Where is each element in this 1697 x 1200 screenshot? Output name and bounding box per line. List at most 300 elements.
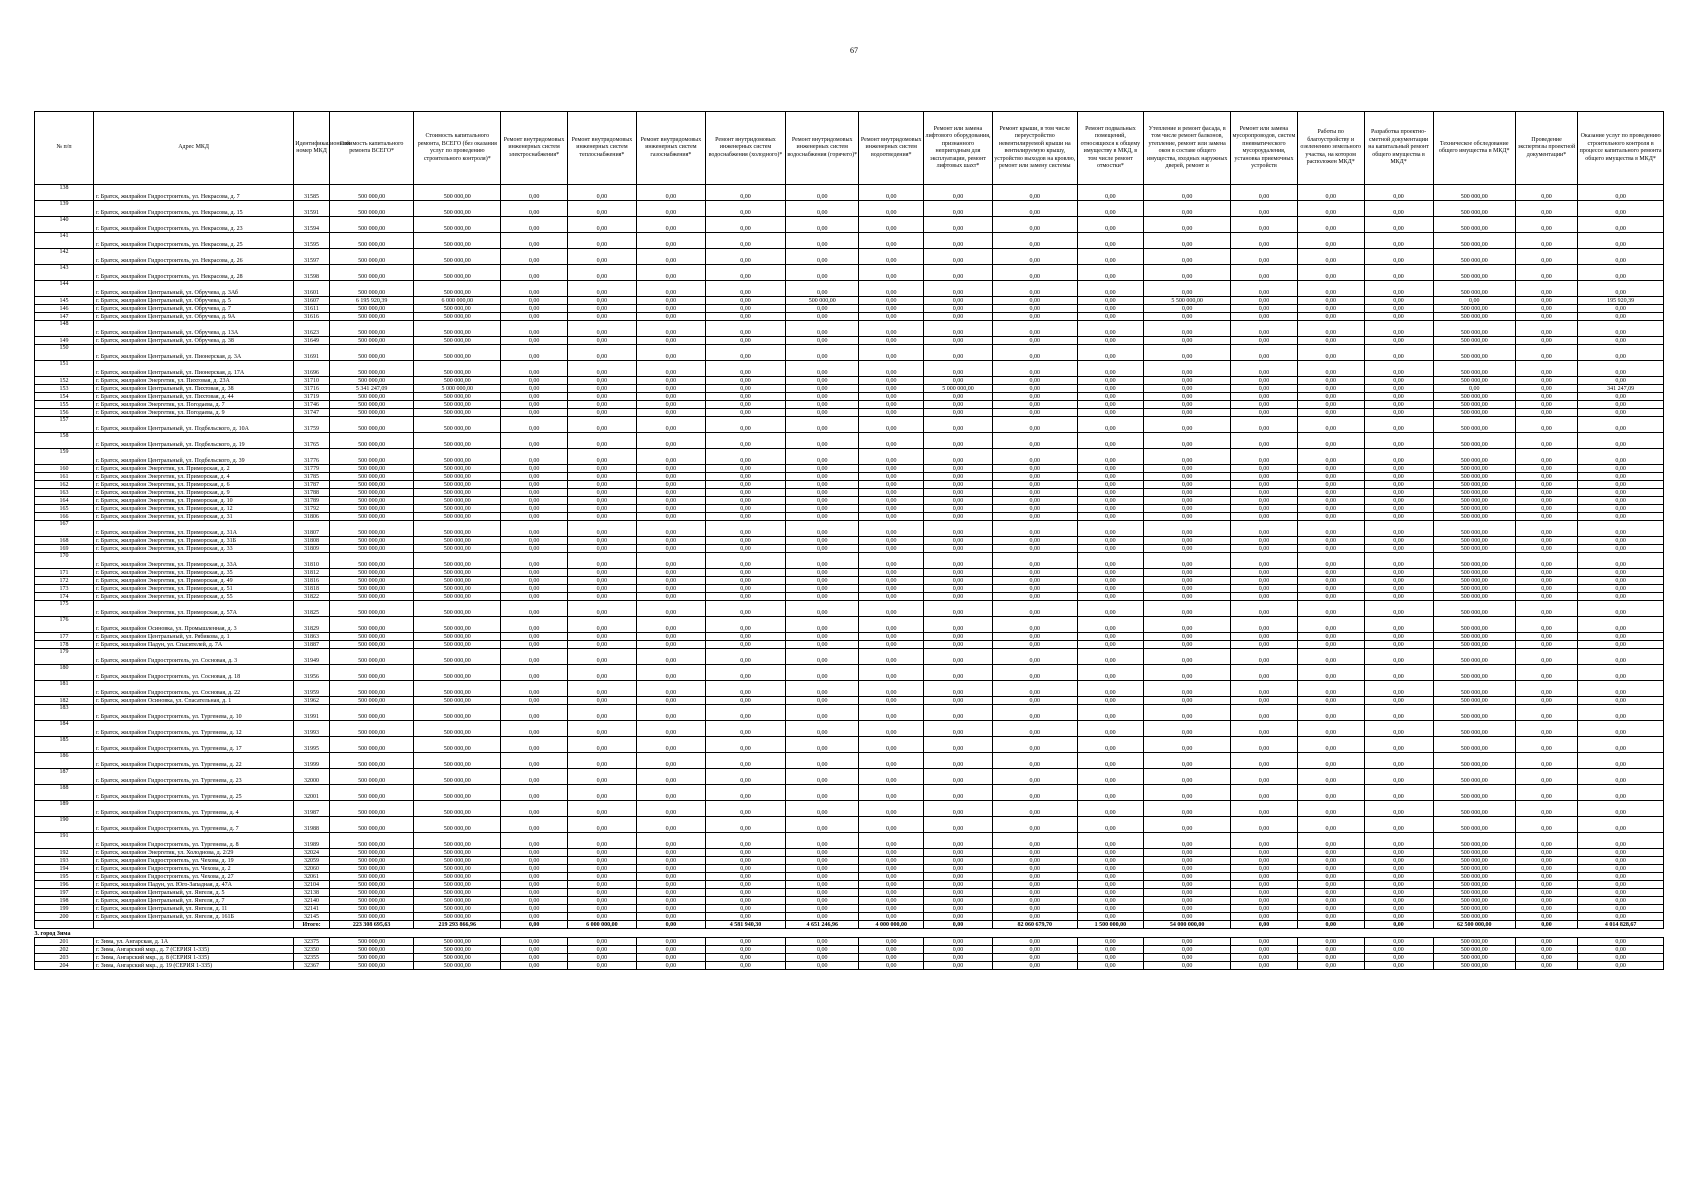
- table-cell: 0,00: [923, 345, 992, 361]
- table-cell: 0,00: [992, 313, 1077, 321]
- table-cell: 0,00: [1144, 553, 1231, 569]
- table-cell: 0,00: [992, 513, 1077, 521]
- table-cell: 0,00: [923, 962, 992, 970]
- table-cell: 0,00: [636, 641, 705, 649]
- table-cell: 0,00: [501, 305, 568, 313]
- table-row: [35, 409, 1664, 417]
- table-row: [35, 641, 1664, 649]
- table-cell: 0,00: [992, 409, 1077, 417]
- table-cell: 0,00: [1297, 921, 1364, 929]
- table-cell: 157: [35, 417, 94, 433]
- table-cell: 0,00: [1077, 265, 1144, 281]
- table-cell: 0,00: [1578, 705, 1664, 721]
- table-cell: 0,00: [1364, 601, 1433, 617]
- table-cell: 500 000,00: [329, 409, 414, 417]
- table-cell: 0,00: [1231, 649, 1298, 665]
- table-cell: 0,00: [923, 737, 992, 753]
- table-cell: 500 000,00: [329, 769, 414, 785]
- table-cell: 0,00: [1297, 233, 1364, 249]
- table-cell: 0,00: [636, 553, 705, 569]
- table-cell: 0,00: [1297, 473, 1364, 481]
- table-cell: 0,00: [992, 889, 1077, 897]
- table-cell: 0,00: [636, 361, 705, 377]
- table-cell: 500 000,00: [329, 593, 414, 601]
- table-row: [35, 313, 1664, 321]
- table-cell: 0,00: [923, 401, 992, 409]
- table-cell: 0,00: [705, 385, 785, 393]
- table-cell: 0,00: [705, 601, 785, 617]
- table-cell: 0,00: [1144, 962, 1231, 970]
- table-cell: 31993: [294, 721, 330, 737]
- table-cell: 31649: [294, 337, 330, 345]
- table-cell: 500 000,00: [1433, 897, 1515, 905]
- table-cell: 0,00: [923, 833, 992, 849]
- table-cell: 0,00: [705, 857, 785, 865]
- table-cell: 0,00: [1578, 833, 1664, 849]
- table-cell: 0,00: [1297, 897, 1364, 905]
- table-cell: 176: [35, 617, 94, 633]
- table-cell: 0,00: [501, 817, 568, 833]
- table-cell: 0,00: [1231, 681, 1298, 697]
- table-row: [35, 681, 1664, 697]
- table-cell: 0,00: [1144, 681, 1231, 697]
- table-cell: 500 000,00: [1433, 769, 1515, 785]
- table-cell: 0,00: [992, 962, 1077, 970]
- table-cell: 0,00: [923, 705, 992, 721]
- table-cell: Итого:: [294, 921, 330, 929]
- table-cell: 0,00: [1297, 913, 1364, 921]
- table-cell: 0,00: [992, 521, 1077, 537]
- table-cell: 0,00: [1231, 641, 1298, 649]
- table-cell: 0,00: [567, 233, 636, 249]
- table-cell: 0,00: [786, 801, 859, 817]
- table-cell: 32001: [294, 785, 330, 801]
- table-cell: 0,00: [1231, 433, 1298, 449]
- table-cell: 500 000,00: [414, 417, 501, 433]
- table-cell: 0,00: [786, 545, 859, 553]
- table-cell: 500 000,00: [329, 833, 414, 849]
- table-cell: 0,00: [1297, 433, 1364, 449]
- table-cell: 0,00: [1364, 737, 1433, 753]
- table-cell: 0,00: [992, 881, 1077, 889]
- table-cell: 500 000,00: [329, 865, 414, 873]
- table-cell: 0,00: [923, 393, 992, 401]
- table-cell: 0,00: [1144, 481, 1231, 489]
- table-cell: 0,00: [1077, 321, 1144, 337]
- table-cell: 0,00: [1578, 393, 1664, 401]
- table-cell: 0,00: [859, 785, 924, 801]
- table-cell: 0,00: [1231, 481, 1298, 489]
- table-cell: 0,00: [1578, 665, 1664, 681]
- table-cell: 0,00: [923, 217, 992, 233]
- table-cell: 0,00: [1364, 305, 1433, 313]
- table-cell: 171: [35, 569, 94, 577]
- table-cell: 0,00: [1144, 769, 1231, 785]
- table-cell: 0,00: [859, 481, 924, 489]
- table-cell: 32059: [294, 857, 330, 865]
- table-row: [35, 865, 1664, 873]
- table-cell: 500 000,00: [329, 601, 414, 617]
- table-cell: 0,00: [786, 649, 859, 665]
- table-cell: 0,00: [1144, 649, 1231, 665]
- table-cell: 500 000,00: [414, 857, 501, 865]
- table-cell: 0,00: [1364, 449, 1433, 465]
- table-cell: 0,00: [705, 313, 785, 321]
- table-cell: 0,00: [705, 737, 785, 753]
- table-cell: 0,00: [923, 409, 992, 417]
- table-cell: 0,00: [1077, 617, 1144, 633]
- table-cell: 0,00: [705, 913, 785, 921]
- table-cell: 0,00: [1578, 265, 1664, 281]
- table-cell: 0,00: [1515, 873, 1577, 881]
- table-cell: 0,00: [786, 897, 859, 905]
- table-cell: 0,00: [1077, 377, 1144, 385]
- table-cell: 0,00: [1077, 249, 1144, 265]
- table-cell: 31959: [294, 681, 330, 697]
- table-cell: 160: [35, 465, 94, 473]
- table-cell: 0,00: [786, 321, 859, 337]
- table-cell: г. Братск, жилрайон Энергетик, ул. Приморская, д. 33А: [93, 553, 293, 569]
- table-cell: 0,00: [1144, 545, 1231, 553]
- table-cell: 500 000,00: [1433, 649, 1515, 665]
- table-cell: 0,00: [923, 617, 992, 633]
- table-cell: 202: [35, 946, 94, 954]
- table-cell: 169: [35, 545, 94, 553]
- table-cell: 0,00: [1364, 897, 1433, 905]
- table-cell: 0,00: [1578, 641, 1664, 649]
- table-cell: 0,00: [501, 537, 568, 545]
- table-cell: 0,00: [859, 681, 924, 697]
- table-row: [35, 577, 1664, 585]
- table-cell: 0,00: [1144, 721, 1231, 737]
- table-cell: 0,00: [992, 305, 1077, 313]
- column-header: № п/п: [35, 112, 94, 185]
- table-cell: 0,00: [1297, 633, 1364, 641]
- table-cell: 0,00: [636, 537, 705, 545]
- table-cell: 500 000,00: [329, 265, 414, 281]
- table-cell: 500 000,00: [414, 873, 501, 881]
- table-cell: 0,00: [992, 593, 1077, 601]
- table-cell: 500 000,00: [414, 881, 501, 889]
- table-cell: 0,00: [859, 505, 924, 513]
- table-cell: 0,00: [1144, 569, 1231, 577]
- table-cell: 0,00: [923, 849, 992, 857]
- table-cell: 0,00: [705, 585, 785, 593]
- table-cell: 178: [35, 641, 94, 649]
- table-cell: 0,00: [1297, 401, 1364, 409]
- table-cell: г. Братск, жилрайон Гидростроитель, ул. Тургенева, д. 22: [93, 753, 293, 769]
- table-cell: 0,00: [567, 769, 636, 785]
- table-cell: 500 000,00: [329, 401, 414, 409]
- table-cell: 0,00: [1144, 617, 1231, 633]
- table-cell: 0,00: [1578, 449, 1664, 465]
- table-cell: 0,00: [786, 305, 859, 313]
- table-cell: 154: [35, 393, 94, 401]
- table-cell: 0,00: [567, 537, 636, 545]
- table-cell: 31988: [294, 817, 330, 833]
- table-cell: 0,00: [501, 217, 568, 233]
- table-cell: 31825: [294, 601, 330, 617]
- table-cell: 0,00: [1364, 249, 1433, 265]
- table-cell: 0,00: [859, 938, 924, 946]
- table-cell: 0,00: [501, 753, 568, 769]
- table-cell: 0,00: [1515, 449, 1577, 465]
- table-cell: 164: [35, 497, 94, 505]
- table-cell: 500 000,00: [414, 753, 501, 769]
- table-cell: 0,00: [1515, 881, 1577, 889]
- table-cell: 0,00: [1364, 962, 1433, 970]
- table-cell: 0,00: [501, 641, 568, 649]
- table-cell: 0,00: [501, 962, 568, 970]
- table-cell: 0,00: [1578, 489, 1664, 497]
- table-cell: 31759: [294, 417, 330, 433]
- table-cell: 0,00: [1515, 377, 1577, 385]
- table-cell: 0,00: [859, 345, 924, 361]
- table-cell: 0,00: [1144, 249, 1231, 265]
- table-cell: 31806: [294, 513, 330, 521]
- table-cell: 31812: [294, 569, 330, 577]
- table-cell: 0,00: [1297, 281, 1364, 297]
- table-cell: 0,00: [1077, 801, 1144, 817]
- table-cell: 0,00: [705, 817, 785, 833]
- table-cell: 0,00: [859, 617, 924, 633]
- table-cell: 0,00: [1144, 233, 1231, 249]
- table-cell: 0,00: [501, 585, 568, 593]
- table-cell: 0,00: [786, 521, 859, 537]
- table-cell: 0,00: [992, 705, 1077, 721]
- table-cell: 0,00: [1515, 833, 1577, 849]
- table-cell: 0,00: [1231, 185, 1298, 201]
- table-cell: г. Братск, жилрайон Центральный, ул. Пихтовая, д. 44: [93, 393, 293, 401]
- table-cell: 0,00: [567, 265, 636, 281]
- table-cell: 0,00: [567, 785, 636, 801]
- table-cell: 0,00: [1297, 681, 1364, 697]
- table-cell: 0,00: [567, 305, 636, 313]
- table-cell: 500 000,00: [329, 753, 414, 769]
- table-cell: 0,00: [567, 681, 636, 697]
- table-cell: 500 000,00: [414, 401, 501, 409]
- table-cell: 0,00: [567, 753, 636, 769]
- table-cell: 500 000,00: [1433, 954, 1515, 962]
- table-cell: 0,00: [859, 641, 924, 649]
- table-row: [35, 569, 1664, 577]
- table-cell: 0,00: [1144, 505, 1231, 513]
- table-cell: 500 000,00: [414, 497, 501, 505]
- table-cell: 0,00: [1077, 385, 1144, 393]
- table-cell: 0,00: [859, 465, 924, 473]
- table-cell: 0,00: [705, 249, 785, 265]
- table-cell: 0,00: [923, 641, 992, 649]
- table-cell: 0,00: [1297, 737, 1364, 753]
- table-cell: 0,00: [1433, 297, 1515, 305]
- table-cell: 500 000,00: [329, 617, 414, 633]
- table-cell: 0,00: [1364, 585, 1433, 593]
- table-cell: 177: [35, 633, 94, 641]
- table-cell: 0,00: [1077, 785, 1144, 801]
- table-cell: 0,00: [1077, 233, 1144, 249]
- table-cell: г. Братск, жилрайон Центральный, ул. Рябикова, д. 1: [93, 633, 293, 641]
- table-cell: 0,00: [1515, 938, 1577, 946]
- table-cell: 0,00: [923, 865, 992, 873]
- table-cell: 0,00: [1515, 465, 1577, 473]
- table-cell: 500 000,00: [414, 585, 501, 593]
- table-cell: 0,00: [1515, 601, 1577, 617]
- table-cell: 500 000,00: [1433, 705, 1515, 721]
- table-cell: 0,00: [1578, 577, 1664, 585]
- table-cell: 0,00: [705, 873, 785, 881]
- table-cell: 0,00: [992, 337, 1077, 345]
- table-cell: 0,00: [1144, 385, 1231, 393]
- table-cell: 0,00: [1578, 905, 1664, 913]
- table-cell: 32000: [294, 769, 330, 785]
- table-cell: 147: [35, 313, 94, 321]
- table-cell: 0,00: [786, 569, 859, 577]
- column-header: Стоимость капитального ремонта ВСЕГО*: [329, 112, 414, 185]
- column-header: Ремонт или замена мусоропроводов, систем пневматического мусороудаления, установка приемочных устройств: [1231, 112, 1298, 185]
- table-cell: 0,00: [923, 946, 992, 954]
- table-cell: 0,00: [501, 321, 568, 337]
- table-row: [35, 505, 1664, 513]
- table-cell: 500 000,00: [414, 954, 501, 962]
- table-cell: 0,00: [1231, 769, 1298, 785]
- table-cell: 0,00: [1231, 489, 1298, 497]
- table-cell: 0,00: [1297, 297, 1364, 305]
- table-cell: 0,00: [1231, 537, 1298, 545]
- table-cell: 0,00: [705, 849, 785, 857]
- table-cell: 0,00: [1364, 281, 1433, 297]
- table-cell: г. Братск, жилрайон Гидростроитель, ул. Чехова, д. 19: [93, 857, 293, 865]
- table-cell: 0,00: [923, 505, 992, 513]
- table-cell: 0,00: [567, 217, 636, 233]
- table-cell: 0,00: [1578, 345, 1664, 361]
- table-cell: 500 000,00: [1433, 505, 1515, 513]
- table-cell: 0,00: [501, 865, 568, 873]
- table-cell: 0,00: [1578, 881, 1664, 889]
- table-cell: 156: [35, 409, 94, 417]
- table-cell: 31818: [294, 585, 330, 593]
- table-cell: 500 000,00: [1433, 889, 1515, 897]
- table-cell: 0,00: [1077, 721, 1144, 737]
- table-cell: 0,00: [636, 297, 705, 305]
- table-cell: 500 000,00: [1433, 449, 1515, 465]
- table-cell: 0,00: [567, 577, 636, 585]
- table-cell: 31822: [294, 593, 330, 601]
- column-header: Идентификационный номер МКД: [294, 112, 330, 185]
- table-cell: 0,00: [992, 297, 1077, 305]
- table-cell: 0,00: [567, 601, 636, 617]
- table-row: [35, 281, 1664, 297]
- table-cell: 0,00: [786, 665, 859, 681]
- table-cell: 500 000,00: [329, 553, 414, 569]
- table-cell: 500 000,00: [1433, 946, 1515, 954]
- table-cell: 184: [35, 721, 94, 737]
- table-row: [35, 417, 1664, 433]
- table-cell: г. Зима, Ангарский мкр., д. 8 (СЕРИЯ 1-335): [93, 954, 293, 962]
- table-cell: 0,00: [859, 537, 924, 545]
- table-cell: 0,00: [1515, 249, 1577, 265]
- table-cell: 32355: [294, 954, 330, 962]
- table-cell: 0,00: [786, 633, 859, 641]
- table-cell: 0,00: [567, 361, 636, 377]
- table-cell: 188: [35, 785, 94, 801]
- table-cell: 0,00: [859, 265, 924, 281]
- table-cell: г. Братск, жилрайон Энергетик, ул. Пихтовая, д. 23А: [93, 377, 293, 385]
- table-row: [35, 697, 1664, 705]
- table-cell: 0,00: [1297, 833, 1364, 849]
- table-cell: 0,00: [705, 505, 785, 513]
- table-cell: 500 000,00: [1433, 633, 1515, 641]
- table-cell: 82 060 679,70: [992, 921, 1077, 929]
- table-cell: г. Братск, жилрайон Энергетик, ул. Приморская, д. 33: [93, 545, 293, 553]
- table-cell: 0,00: [1077, 409, 1144, 417]
- table-cell: 31995: [294, 737, 330, 753]
- table-cell: 500 000,00: [414, 537, 501, 545]
- table-cell: 0,00: [567, 345, 636, 361]
- table-cell: 500 000,00: [329, 962, 414, 970]
- table-cell: 0,00: [1364, 337, 1433, 345]
- table-cell: 0,00: [859, 833, 924, 849]
- table-cell: 0,00: [705, 217, 785, 233]
- table-cell: 0,00: [1231, 601, 1298, 617]
- table-cell: 0,00: [705, 377, 785, 385]
- table-cell: 0,00: [1077, 417, 1144, 433]
- table-cell: 0,00: [1297, 553, 1364, 569]
- table-cell: 0,00: [705, 641, 785, 649]
- table-cell: 0,00: [567, 857, 636, 865]
- table-cell: 0,00: [1515, 857, 1577, 865]
- table-row: [35, 305, 1664, 313]
- table-cell: г. Братск, жилрайон Гидростроитель, ул. Тургенева, д. 7: [93, 817, 293, 833]
- table-cell: 161: [35, 473, 94, 481]
- table-cell: 0,00: [1077, 433, 1144, 449]
- table-cell: 0,00: [1515, 401, 1577, 409]
- table-cell: 0,00: [859, 489, 924, 497]
- table-cell: 500 000,00: [414, 913, 501, 921]
- table-cell: 0,00: [1578, 433, 1664, 449]
- table-cell: 31601: [294, 281, 330, 297]
- table-cell: 0,00: [786, 833, 859, 849]
- table-cell: 0,00: [1077, 681, 1144, 697]
- table-cell: 0,00: [1578, 962, 1664, 970]
- table-cell: 0,00: [1297, 385, 1364, 393]
- table-cell: 31747: [294, 409, 330, 417]
- table-cell: г. Братск, жилрайон Энергетик, ул. Приморская, д. 12: [93, 505, 293, 513]
- table-cell: 31987: [294, 801, 330, 817]
- table-cell: 0,00: [786, 505, 859, 513]
- table-cell: 219 293 866,96: [414, 921, 501, 929]
- table-cell: 4 014 828,67: [1578, 921, 1664, 929]
- table-cell: 0,00: [923, 585, 992, 593]
- table-cell: 0,00: [1077, 465, 1144, 473]
- table-cell: 191: [35, 833, 94, 849]
- table-row: [35, 201, 1664, 217]
- table-cell: 189: [35, 801, 94, 817]
- table-cell: 0,00: [992, 649, 1077, 665]
- table-cell: 500 000,00: [329, 665, 414, 681]
- table-cell: 0,00: [786, 617, 859, 633]
- table-cell: 0,00: [1231, 201, 1298, 217]
- table-cell: 0,00: [1231, 881, 1298, 889]
- table-cell: 195: [35, 873, 94, 881]
- table-cell: 0,00: [501, 497, 568, 505]
- table-cell: 0,00: [636, 481, 705, 489]
- table-cell: 0,00: [1578, 938, 1664, 946]
- table-cell: 0,00: [859, 857, 924, 865]
- table-cell: 0,00: [705, 633, 785, 641]
- table-cell: 0,00: [501, 881, 568, 889]
- table-cell: 5 000 000,00: [923, 385, 992, 393]
- table-cell: 0,00: [567, 737, 636, 753]
